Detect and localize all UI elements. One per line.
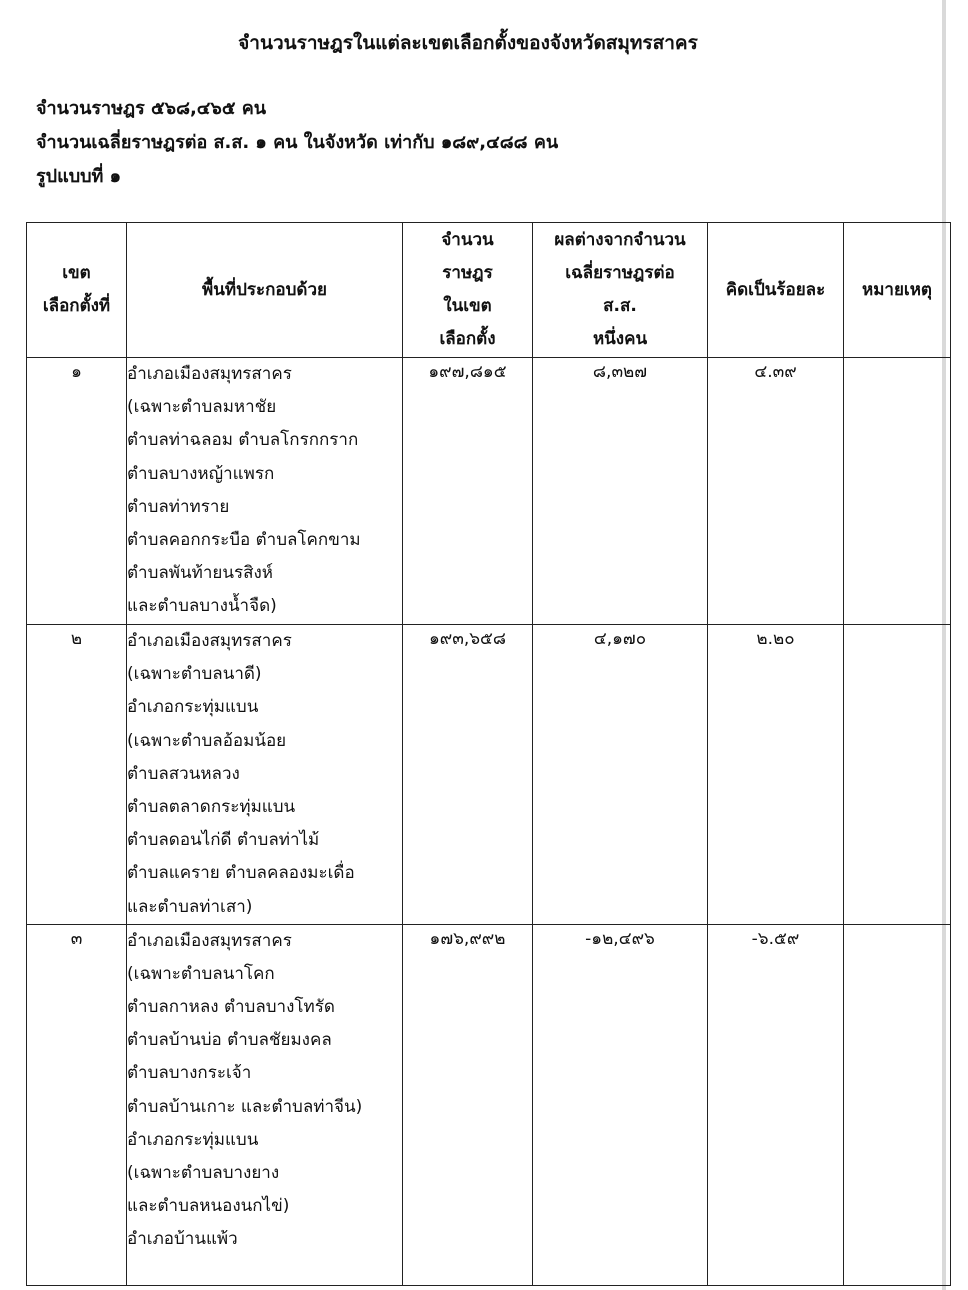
header-difference: ผลต่างจากจำนวน เฉลี่ยราษฎรต่อ ส.ส. หนึ่งคน <box>533 223 708 358</box>
difference-value: ๘,๓๒๗ <box>533 358 708 625</box>
area-cell: อำเภอเมืองสมุทรสาคร (เฉพาะตำบลนาดี) อำเภอกระทุ่มแบน (เฉพาะตำบลอ้อมน้อย ตำบลสวนหลวง ตำบลตลาดกระทุ่มแบน ตำบลดอนไก่ดี ตำบลท่าไม้ ตำบลแคราย ตำบลคลองมะเดื่อ และตำบลท่าเสา) <box>127 625 403 925</box>
population-value: ๑๙๓,๖๕๘ <box>403 625 533 925</box>
table-row <box>27 924 951 1285</box>
header-percent: คิดเป็นร้อยละ <box>708 223 844 358</box>
table-row <box>27 358 951 625</box>
header-area: พื้นที่ประกอบด้วย <box>127 223 403 358</box>
header-population: จำนวน ราษฎร ในเขต เลือกตั้ง <box>403 223 533 358</box>
percent-value: ๒.๒๐ <box>708 625 844 925</box>
difference-value: -๑๒,๔๙๖ <box>533 924 708 1285</box>
district-table <box>26 222 951 1286</box>
percent-value: -๖.๕๙ <box>708 924 844 1285</box>
population-value: ๑๙๗,๘๑๕ <box>403 358 533 625</box>
average-per-mp: จำนวนเฉลี่ยราษฎรต่อ ส.ส. ๑ คน ในจังหวัด เท่ากับ ๑๘๙,๔๘๘ คน <box>36 132 559 153</box>
note-value <box>844 358 951 625</box>
header-note: หมายเหตุ <box>844 223 951 358</box>
table-header-row <box>27 223 951 358</box>
zone-number: ๓ <box>27 924 127 1285</box>
zone-number: ๑ <box>27 358 127 625</box>
zone-number: ๒ <box>27 625 127 925</box>
document-title: จำนวนราษฎรในแต่ละเขตเลือกตั้งของจังหวัดสมุทรสาคร <box>238 32 698 54</box>
format-label: รูปแบบที่ ๑ <box>36 166 122 187</box>
summary-block <box>36 92 558 194</box>
area-cell: อำเภอเมืองสมุทรสาคร (เฉพาะตำบลมหาชัย ตำบลท่าฉลอม ตำบลโกรกกราก ตำบลบางหญ้าแพรก ตำบลท่าทราย ตำบลคอกกระบือ ตำบลโคกขาม ตำบลพันท้ายนรสิงห์ และตำบลบางน้ำจืด) <box>127 358 403 625</box>
header-zone: เขต เลือกตั้งที่ <box>27 223 127 358</box>
note-value <box>844 625 951 925</box>
percent-value: ๔.๓๙ <box>708 358 844 625</box>
population-value: ๑๗๖,๙๙๒ <box>403 924 533 1285</box>
area-cell: อำเภอเมืองสมุทรสาคร (เฉพาะตำบลนาโคก ตำบลกาหลง ตำบลบางโทรัด ตำบลบ้านบ่อ ตำบลชัยมงคล ตำบลบางกระเจ้า ตำบลบ้านเกาะ และตำบลท่าจีน) อำเภอกระทุ่มแบน (เฉพาะตำบลบางยาง และตำบลหนองนกไข่) อำเภอบ้านแพ้ว <box>127 924 403 1285</box>
table-row <box>27 625 951 925</box>
population-total: จำนวนราษฎร ๕๖๘,๔๖๕ คน <box>36 98 267 119</box>
note-value <box>844 924 951 1285</box>
difference-value: ๔,๑๗๐ <box>533 625 708 925</box>
